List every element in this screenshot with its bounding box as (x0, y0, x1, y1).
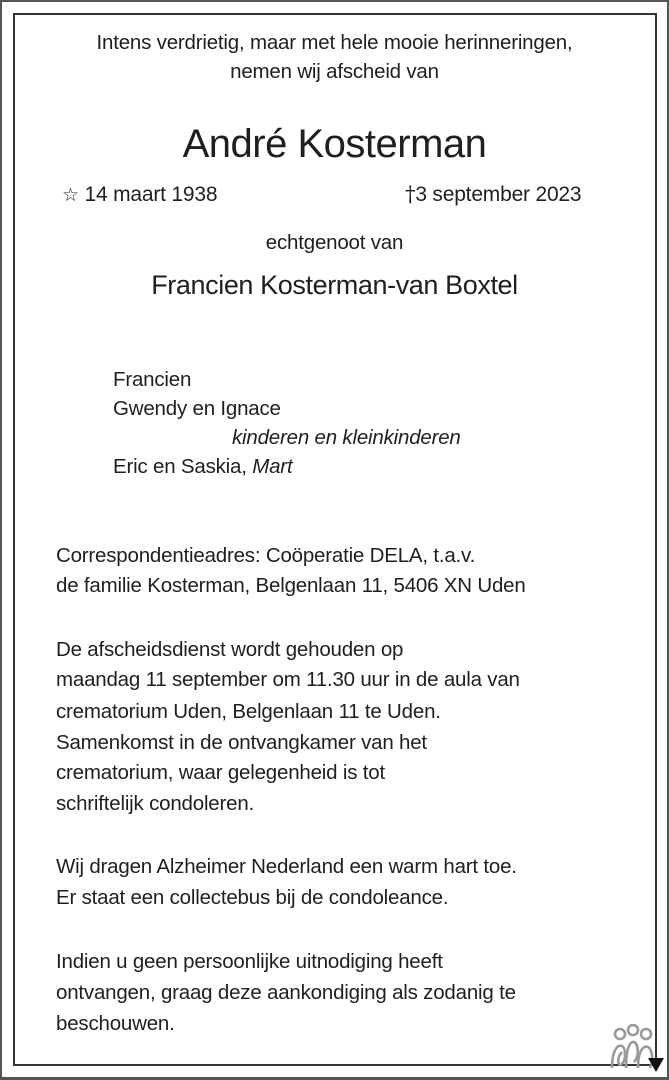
cross-icon: † (405, 182, 416, 206)
service-line: De afscheidsdienst wordt gehouden op (56, 638, 404, 661)
correspondence-line: Correspondentieadres: Coöperatie DELA, t.a.v. (56, 544, 476, 567)
death-date-text: 3 september 2023 (415, 183, 582, 206)
family-group-label: kinderen en kleinkinderen (232, 426, 461, 449)
grandchild-name: Mart (252, 455, 293, 478)
deceased-name: André Kosterman (182, 122, 487, 166)
family-line: Gwendy en Ignace (113, 397, 281, 420)
spouse-relation: echtgenoot van (265, 231, 404, 254)
notice-line: beschouwen. (56, 1012, 175, 1035)
service-line: schriftelijk condoleren. (56, 792, 255, 815)
family-line (113, 457, 292, 478)
intro-line-1: Intens verdrietig, maar met hele mooie herinneringen, (96, 31, 573, 54)
service-line: crematorium Uden, Belgenlaan 11 te Uden. (56, 700, 441, 723)
birth-date-text: 14 maart 1938 (84, 183, 218, 206)
family-line-text: Eric en Saskia, (113, 455, 253, 478)
service-line: crematorium, waar gelegenheid is tot (56, 761, 385, 784)
donation-line: Wij dragen Alzheimer Nederland een warm hart toe. (56, 855, 517, 878)
birth-date (62, 184, 217, 205)
service-line: maandag 11 september om 11.30 uur in de aula van (56, 668, 520, 691)
notice-line: ontvangen, graag deze aankondiging als zodanig te (56, 981, 516, 1004)
correspondence-line: de familie Kosterman, Belgenlaan 11, 5406 XN Uden (56, 574, 526, 597)
death-date (405, 184, 581, 205)
service-line: Samenkomst in de ontvangkamer van het (56, 731, 427, 754)
donation-line: Er staat een collectebus bij de condoleance. (56, 886, 449, 909)
family-line: Francien (113, 368, 192, 391)
spouse-name: Francien Kosterman-van Boxtel (151, 270, 518, 300)
notice-line: Indien u geen persoonlijke uitnodiging heeft (56, 950, 443, 973)
triangle-down-icon (648, 1058, 664, 1072)
star-icon: ☆ (62, 184, 79, 206)
intro-line-2: nemen wij afscheid van (230, 60, 439, 83)
